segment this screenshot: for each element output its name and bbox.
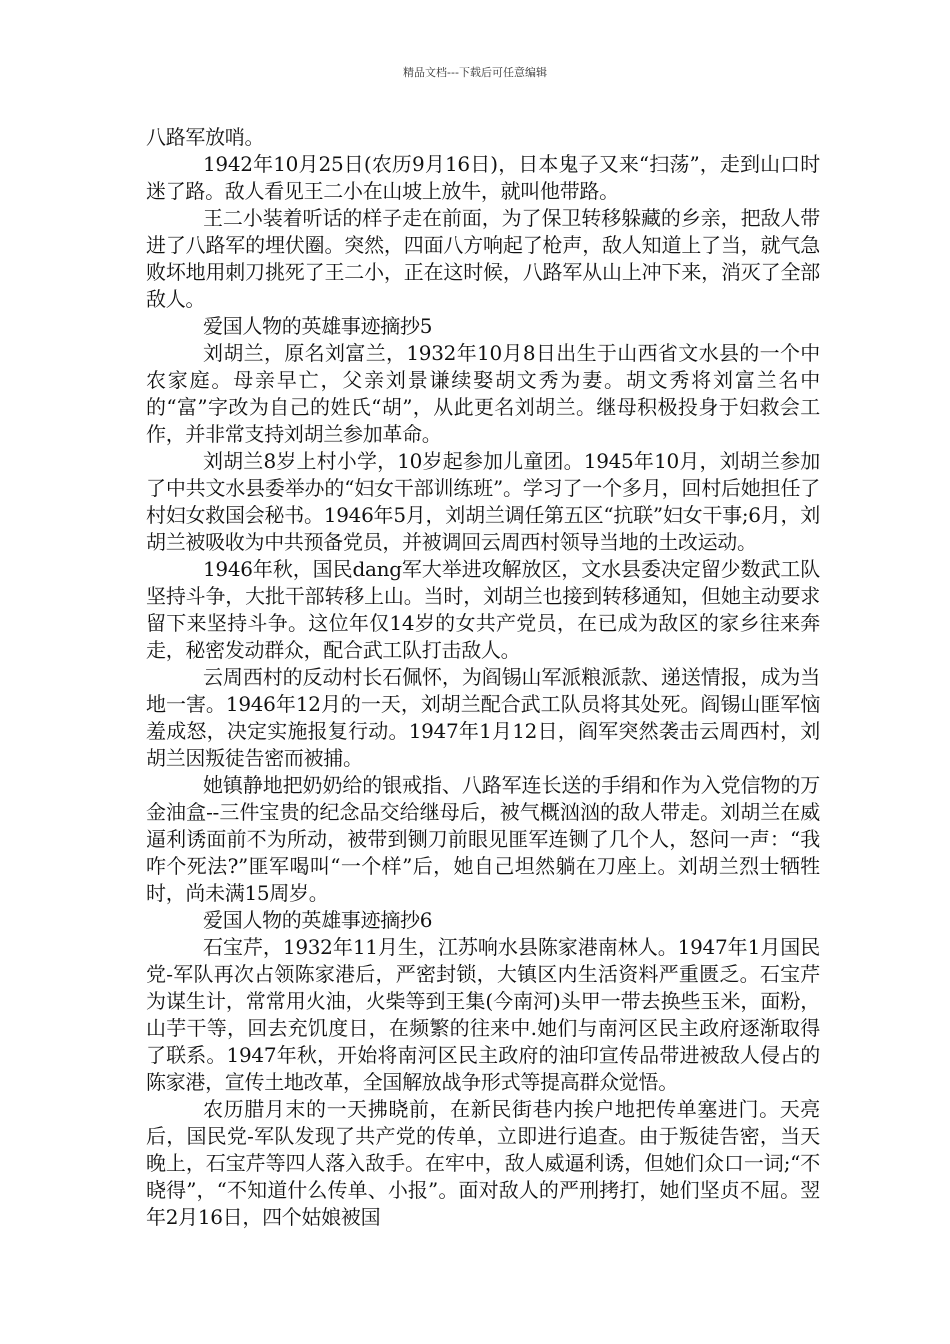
paragraph: 1942年10月25日(农历9月16日)，日本鬼子又来“扫荡”，走到山口时迷了路。敌人看见王二小在山坡上放牛，就叫他带路。	[146, 152, 820, 203]
paragraph: 云周西村的反动村长石佩怀，为阎锡山军派粮派款、递送情报，成为当地一害。1946年12月的一天，刘胡兰配合武工队员将其处死。阎锡山匪军恼羞成怒，决定实施报复行动。1947年1月12日，阎军突然袭击云周西村，刘胡兰因叛徒告密而被捕。	[146, 665, 820, 770]
paragraph: 1946年秋，国民dang军大举进攻解放区，文水县委决定留少数武工队坚持斗争，大批干部转移上山。当时，刘胡兰也接到转移通知，但她主动要求留下来坚持斗争。这位年仅14岁的女共产党员，在已成为敌区的家乡往来奔走，秘密发动群众，配合武工队打击敌人。	[146, 557, 820, 662]
page-header: 精品文档---下载后可任意编辑	[403, 66, 547, 79]
paragraph: 石宝芹，1932年11月生，江苏响水县陈家港南林人。1947年1月国民党-军队再次占领陈家港后，严密封锁，大镇区内生活资料严重匮乏。石宝芹为谋生计，常常用火油，火柴等到王集(今南河)头甲一带去换些玉米，面粉，山芋干等，回去充饥度日，在频繁的往来中.她们与南河区民主政府逐渐取得了联系。1947年秋，开始将南河区民主政府的油印宣传品带进被敌人侵占的陈家港，宣传土地改革，全国解放战争形式等提高群众觉悟。	[146, 935, 820, 1094]
paragraph: 农历腊月末的一天拂晓前，在新民街巷内挨户地把传单塞进门。天亮后，国民党-军队发现了共产党的传单，立即进行追查。由于叛徒告密，当天晚上，石宝芹等四人落入敌手。在牢中，敌人威逼利诱，但她们众口一词;“不晓得”，“不知道什么传单、小报”。面对敌人的严刑拷打，她们坚贞不屈。翌年2月16日，四个姑娘被国	[146, 1097, 820, 1229]
paragraph: 刘胡兰，原名刘富兰，1932年10月8日出生于山西省文水县的一个中农家庭。母亲早亡，父亲刘景谦续娶胡文秀为妻。胡文秀将刘富兰名中的“富”字改为自己的姓氏“胡”，从此更名刘胡兰。继母积极投身于妇救会工作，并非常支持刘胡兰参加革命。	[146, 341, 820, 446]
paragraph-continuation: 八路军放哨。	[146, 125, 265, 149]
paragraph: 她镇静地把奶奶给的银戒指、八路军连长送的手绢和作为入党信物的万金油盒--三件宝贵的纪念品交给继母后，被气概汹汹的敌人带走。刘胡兰在威逼利诱面前不为所动，被带到铡刀前眼见匪军连铡了几个人，怒问一声：“我咋个死法?”匪军喝叫“一个样”后，她自己坦然躺在刀座上。刘胡兰烈士牺牲时，尚未满15周岁。	[146, 773, 820, 905]
section-heading: 爱国人物的英雄事迹摘抄6	[203, 908, 433, 932]
paragraph: 王二小装着听话的样子走在前面，为了保卫转移躲藏的乡亲，把敌人带进了八路军的埋伏圈。突然，四面八方响起了枪声，敌人知道上了当，就气急败坏地用刺刀挑死了王二小，正在这时候，八路军从山上冲下来，消灭了全部敌人。	[146, 206, 820, 311]
document-body	[146, 124, 820, 1231]
paragraph: 刘胡兰8岁上村小学，10岁起参加儿童团。1945年10月，刘胡兰参加了中共文水县委举办的“妇女干部训练班”。学习了一个多月，回村后她担任了村妇女救国会秘书。1946年5月，刘胡兰调任第五区“抗联”妇女干事;6月，刘胡兰被吸收为中共预备党员，并被调回云周西村领导当地的土改运动。	[146, 449, 820, 554]
section-heading: 爱国人物的英雄事迹摘抄5	[203, 314, 433, 338]
